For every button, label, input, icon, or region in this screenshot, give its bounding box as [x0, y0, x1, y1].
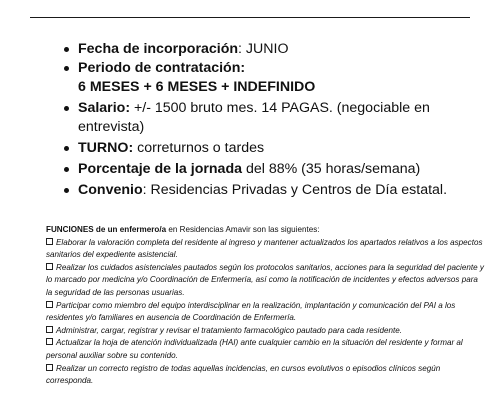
start-date-item	[64, 40, 489, 59]
checkbox-icon	[46, 263, 53, 270]
task-text: Realizar un correcto registro de todas aquellas incidencias, en cursos evolutivos o episodios clínicos según corresponda.	[46, 363, 441, 386]
agreement-label: Convenio	[78, 182, 143, 198]
job-details-list	[64, 40, 489, 200]
workday-label: Porcentaje de la jornada	[78, 161, 243, 177]
shift-item	[64, 139, 489, 158]
checkbox-icon	[46, 326, 53, 333]
salary-item	[64, 99, 489, 137]
contract-period-item	[64, 59, 489, 97]
task-item	[46, 325, 486, 338]
start-date-value: : JUNIO	[238, 41, 289, 57]
functions-intro-rest: en Residencias Amavir son las siguientes:	[166, 225, 320, 234]
functions-intro	[46, 224, 486, 237]
task-item	[46, 363, 486, 388]
start-date-label: Fecha de incorporación	[78, 41, 239, 57]
workday-item	[64, 160, 489, 179]
agreement-item	[64, 181, 489, 200]
task-item	[46, 300, 486, 325]
salary-value: +/- 1500 bruto mes. 14 PAGAS. (negociable en entrevista)	[78, 100, 430, 135]
functions-section	[46, 224, 486, 388]
task-text: Participar como miembro del equipo interdisciplinar en la realización, implantación y comunicación del PAI a los residentes y/o familiares en ausencia de Coordinación de Enfermería.	[46, 300, 456, 323]
checkbox-icon	[46, 364, 53, 371]
top-divider	[30, 17, 470, 18]
task-text: Elaborar la valoración completa del residente al ingreso y mantener actualizados los apartados relativos a los aspectos sanitarios del expediente asistencial.	[46, 237, 483, 260]
task-item	[46, 237, 486, 262]
checkbox-icon	[46, 238, 53, 245]
salary-label: Salario:	[78, 100, 131, 116]
contract-period-label: Periodo de contratación:	[78, 60, 246, 76]
checkbox-icon	[46, 338, 53, 345]
task-text: Realizar los cuidados asistenciales pautados según los protocolos sanitarios, acciones para la seguridad del paciente y lo marcado por medicina y/o Coordinación de Enfermería, así como la notificación de incidentes y efectos adversos para la seguridad de las personas usuarias.	[46, 262, 484, 297]
task-item	[46, 337, 486, 362]
functions-intro-strong: FUNCIONES de un enfermero/a	[46, 225, 167, 234]
shift-label: TURNO:	[78, 140, 134, 156]
contract-period-value: 6 MESES + 6 MESES + INDEFINIDO	[78, 79, 316, 95]
task-item	[46, 262, 486, 300]
task-text: Actualizar la hoja de atención individualizada (HAI) ante cualquier cambio en la situación del residente y formar al personal auxiliar sobre su contenido.	[46, 338, 463, 360]
checkbox-icon	[46, 301, 53, 308]
shift-value: correturnos o tardes	[133, 140, 265, 156]
task-text: Administrar, cargar, registrar y revisar el tratamiento farmacológico pautado para cada residente.	[56, 325, 402, 335]
agreement-value: : Residencias Privadas y Centros de Día estatal.	[142, 182, 448, 198]
workday-value: del 88% (35 horas/semana)	[242, 161, 421, 177]
